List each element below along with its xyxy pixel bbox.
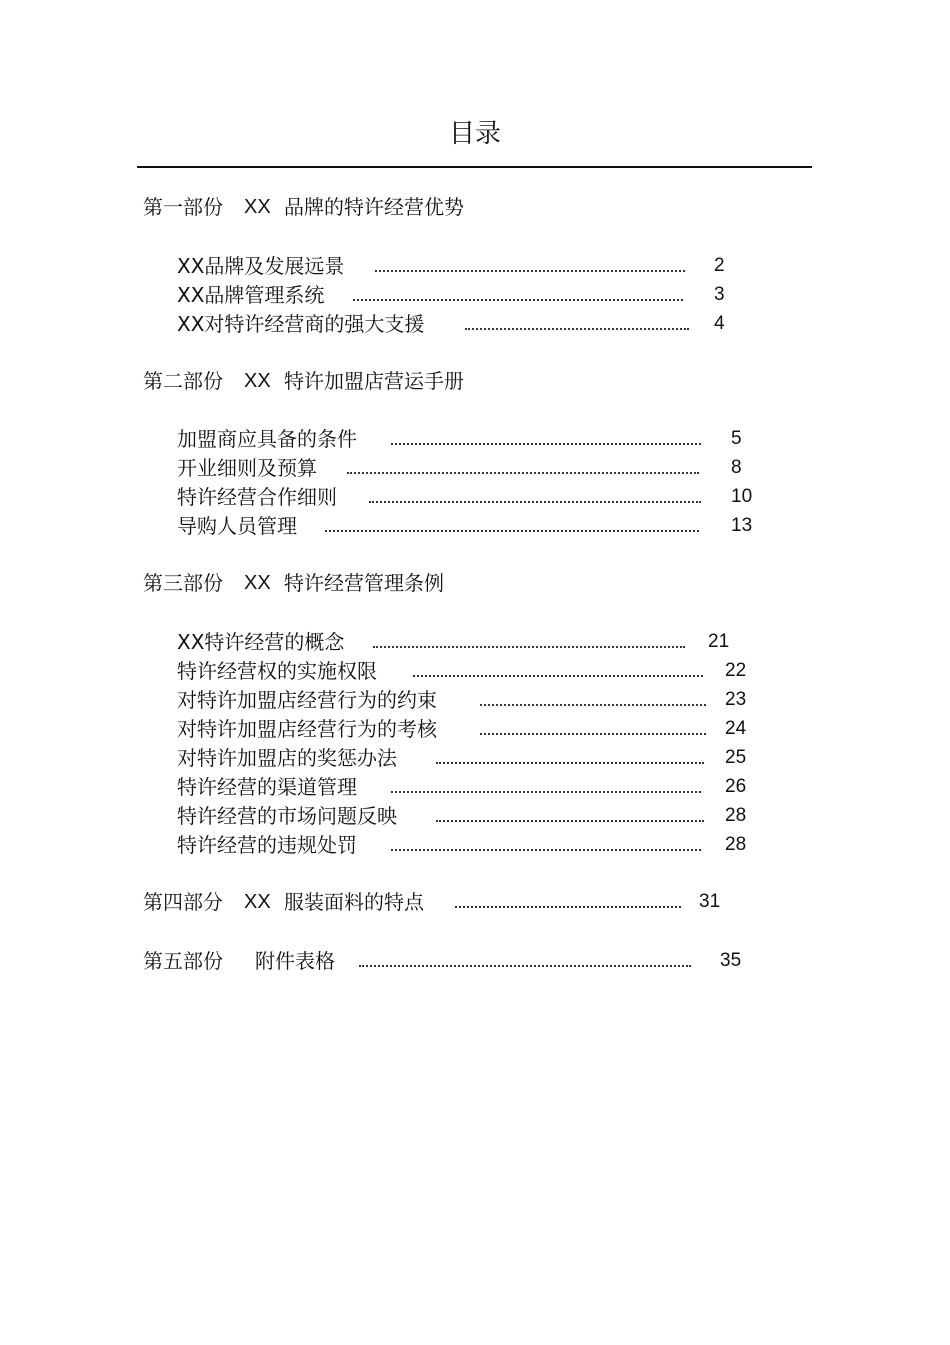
toc-part-1[interactable] <box>143 193 483 221</box>
page-number: 24 <box>725 718 747 739</box>
dot-leader <box>359 965 691 967</box>
page-number: 4 <box>714 313 725 334</box>
page-number: 28 <box>725 805 747 826</box>
toc-entry[interactable] <box>177 252 737 280</box>
page-number: 10 <box>731 486 753 507</box>
toc-entry[interactable] <box>177 483 767 511</box>
toc-part-3[interactable] <box>143 569 483 597</box>
dot-leader <box>373 646 685 648</box>
page-number: 28 <box>725 834 747 855</box>
title-divider <box>137 166 812 168</box>
dot-leader <box>480 704 706 706</box>
page-title: 目录 <box>448 119 501 149</box>
toc-entry[interactable] <box>177 425 767 453</box>
entry-title: XX对特许经营商的强大支援 <box>177 312 425 336</box>
page-number: 8 <box>731 457 742 478</box>
entry-title: 特许经营的违规处罚 <box>177 833 357 857</box>
page-number: 5 <box>731 428 742 449</box>
page-number: 23 <box>725 689 747 710</box>
toc-entry[interactable] <box>177 773 767 801</box>
toc-entry[interactable] <box>177 715 767 743</box>
dot-leader <box>436 820 704 822</box>
dot-leader <box>353 299 683 301</box>
part-title: 特许经营管理条例 <box>284 571 444 595</box>
toc-part-4[interactable] <box>143 888 743 916</box>
entry-title: 对特许加盟店经营行为的考核 <box>177 717 437 741</box>
dot-leader <box>455 906 681 908</box>
toc-entry[interactable] <box>177 657 767 685</box>
entry-title: XX品牌及发展远景 <box>177 254 345 278</box>
part-title: 特许加盟店营运手册 <box>284 369 464 393</box>
entry-title: XX特许经营的概念 <box>177 630 345 654</box>
part-title: 附件表格 <box>255 949 335 973</box>
page-number: 2 <box>714 255 725 276</box>
entry-title: 导购人员管理 <box>177 514 297 538</box>
dot-leader <box>413 675 703 677</box>
dot-leader <box>391 849 701 851</box>
dot-leader <box>436 762 704 764</box>
part-title: 品牌的特许经营优势 <box>284 195 464 219</box>
entry-title: 特许经营合作细则 <box>177 485 337 509</box>
dot-leader <box>347 472 699 474</box>
part-prefix: XX <box>244 370 271 392</box>
page-number: 21 <box>708 631 730 652</box>
toc-entry[interactable] <box>177 628 767 656</box>
entry-title: XX品牌管理系统 <box>177 283 325 307</box>
toc-entry[interactable] <box>177 744 767 772</box>
dot-leader <box>480 733 706 735</box>
dot-leader <box>391 443 701 445</box>
page-number: 26 <box>725 776 747 797</box>
dot-leader <box>325 530 699 532</box>
entry-title: 对特许加盟店经营行为的约束 <box>177 688 437 712</box>
part-title: 服装面料的特点 <box>284 890 424 914</box>
page-number: 31 <box>699 891 721 912</box>
toc-entry[interactable] <box>177 310 737 338</box>
part-number: 第五部份 <box>143 949 223 973</box>
page-number: 35 <box>720 950 742 971</box>
page-number: 22 <box>725 660 747 681</box>
entry-title: 特许经营权的实施权限 <box>177 659 377 683</box>
part-number: 第二部份 <box>143 369 223 393</box>
page-number: 13 <box>731 515 753 536</box>
toc-entry[interactable] <box>177 281 737 309</box>
entry-title: 开业细则及预算 <box>177 456 317 480</box>
dot-leader <box>391 791 701 793</box>
dot-leader <box>369 501 701 503</box>
toc-entry[interactable] <box>177 802 767 830</box>
entry-title: 特许经营的渠道管理 <box>177 775 357 799</box>
part-number: 第四部分 <box>143 890 223 914</box>
toc-entry[interactable] <box>177 686 767 714</box>
part-prefix: XX <box>244 572 271 594</box>
part-number: 第三部份 <box>143 571 223 595</box>
entry-title: 对特许加盟店的奖惩办法 <box>177 746 397 770</box>
entry-title: 加盟商应具备的条件 <box>177 427 357 451</box>
page-number: 3 <box>714 284 725 305</box>
toc-entry[interactable] <box>177 454 767 482</box>
part-prefix: XX <box>244 891 271 913</box>
toc-part-2[interactable] <box>143 367 483 395</box>
entry-title: 特许经营的市场问题反映 <box>177 804 397 828</box>
dot-leader <box>375 270 685 272</box>
toc-entry[interactable] <box>177 831 767 859</box>
part-number: 第一部份 <box>143 195 223 219</box>
toc-part-5[interactable] <box>143 947 763 975</box>
page-number: 25 <box>725 747 747 768</box>
part-prefix: XX <box>244 196 271 218</box>
toc-entry[interactable] <box>177 512 767 540</box>
dot-leader <box>465 328 689 330</box>
